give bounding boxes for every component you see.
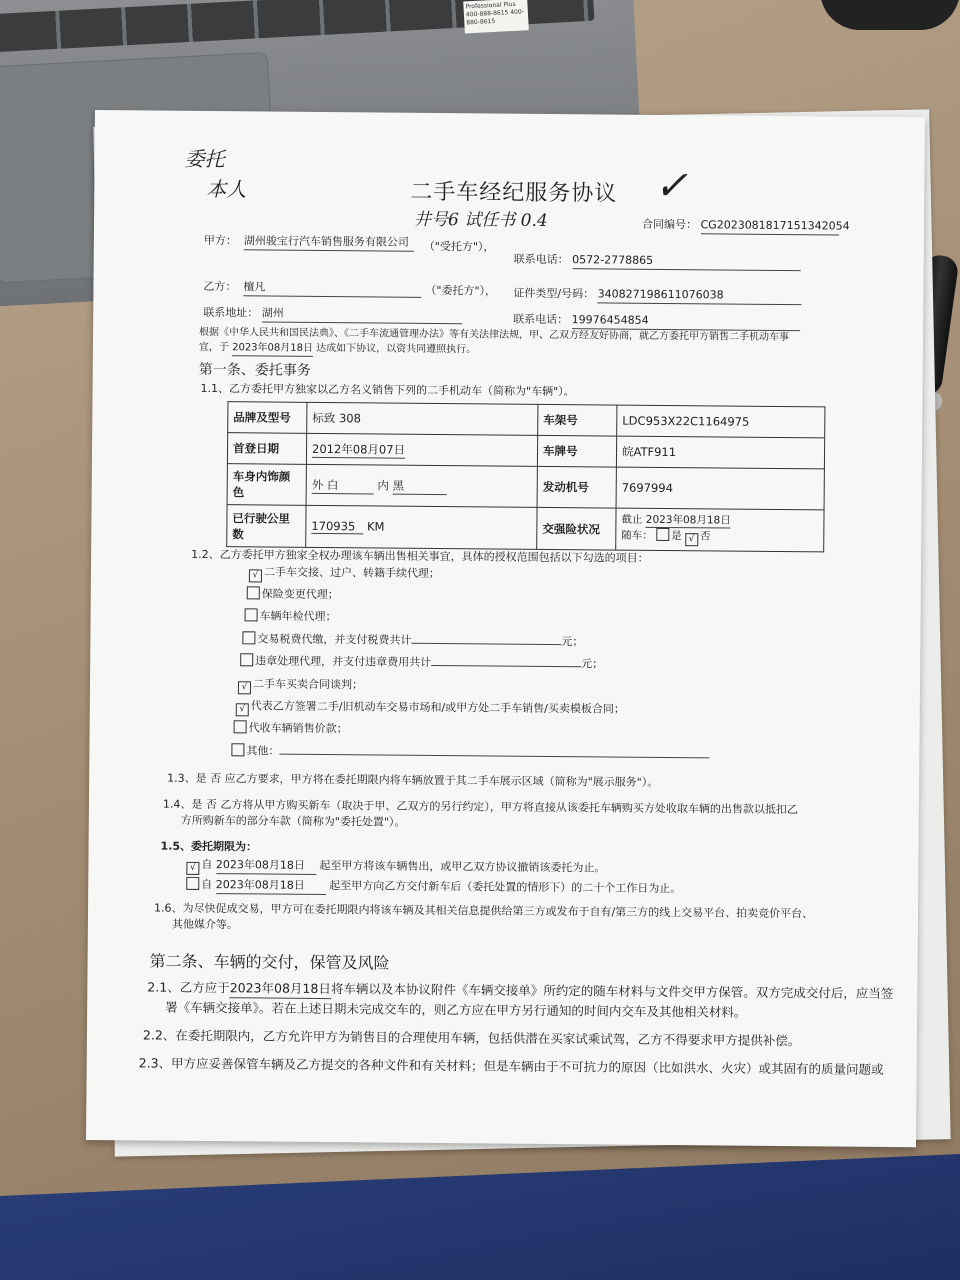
term-1-date: 2023年08月18日 [216, 857, 316, 875]
clause-2-3: 2.3、甲方应妥善保管车辆及乙方提交的各种文件和有关材料；但是车辆由于不可抗力的原因（比如洪水、火灾）或其固有的质量问题或 [138, 1055, 884, 1077]
party-b-role: （"委托方"）， [425, 283, 497, 298]
laptop-sticker: Professional Plus 400-888-8615 400-880-8615 [463, 0, 529, 33]
with-car-no: 否 [699, 530, 711, 543]
mileage-label: 已行驶公里数 [227, 505, 306, 548]
address-label: 联系地址： [203, 305, 259, 320]
exterior-color: 外 白 [312, 476, 374, 494]
mileage-unit: KM [366, 519, 385, 534]
handwriting-checkmark: ✓ [654, 162, 689, 210]
option-2-checkbox[interactable] [245, 608, 258, 621]
option-3-checkbox[interactable] [242, 631, 255, 644]
option-4-checkbox[interactable] [240, 653, 253, 666]
with-car-yes-checkbox[interactable] [656, 528, 669, 541]
party-b-id-label: 证件类型/号码： [513, 286, 595, 301]
reg-date-value: 2012年08月07日 [311, 441, 406, 457]
brand-label: 品牌及型号 [228, 402, 307, 434]
option-1-label: 保险变更代理； [261, 587, 339, 602]
party-a-role: （"受托方"）， [423, 239, 495, 254]
option-6-label: 代表乙方签署二手/旧机动车交易市场和/或甲方处二手车销售/买卖模板合同； [250, 699, 625, 716]
with-car-no-checkbox[interactable]: √ [685, 533, 698, 546]
option-7 [234, 719, 348, 736]
article-2-title: 第二条、车辆的交付，保管及风险 [149, 951, 390, 973]
party-b-label: 乙方： [203, 279, 237, 294]
party-b-id: 340827198611076038 [598, 286, 802, 305]
color-label: 车身内饰颜色 [227, 464, 306, 506]
option-4-suffix: 元； [581, 657, 604, 671]
clause-1-5: 1.5、委托期限为： [160, 839, 258, 854]
with-car-label: 随车： [621, 529, 653, 542]
mileage-value: 170935 [311, 519, 363, 534]
option-8-checkbox[interactable] [231, 743, 244, 756]
option-5-checkbox[interactable]: √ [238, 681, 251, 694]
option-3-label: 交易税费代缴，并支付税费共计 [257, 632, 412, 647]
party-a-phone-label: 联系电话： [513, 252, 569, 267]
option-2-label: 车辆年检代理； [259, 609, 337, 624]
option-6-checkbox[interactable]: √ [236, 703, 249, 716]
contract-no: CG2023081817151342054 [700, 217, 838, 235]
clause-1-4-line-1: 1.4、是 否 乙方将从甲方购买新车（取决于甲、乙双方的另行约定），甲方将直接从该委托车辆购买方处收取车辆的出售款以抵扣乙 [162, 797, 798, 817]
option-5-label: 二手车买卖合同谈判； [252, 677, 364, 692]
with-car-yes: 是 [671, 530, 682, 543]
option-7-checkbox[interactable] [234, 720, 247, 733]
clause-1-2: 1.2、乙方委托甲方独家全权办理该车辆出售相关事宜，具体的授权范围包括以下勾选的项目： [191, 547, 649, 565]
party-a-name: 湖州骏宝行汽车销售服务有限公司 [244, 233, 414, 251]
preamble-date: 2023年08月18日 [232, 340, 313, 357]
reg-date-label: 首登日期 [227, 433, 306, 465]
preamble-suffix: 达成如下协议，以资共同遵照执行。 [316, 342, 477, 356]
vehicle-info-table [226, 401, 825, 552]
clause-1-1: 1.1、乙方委托甲方独家以乙方名义销售下列的二手机动车（简称为"车辆"）。 [200, 381, 575, 399]
party-a-phone: 0572-2778865 [572, 252, 800, 271]
option-3-suffix: 元； [561, 635, 584, 649]
plate-label: 车牌号 [537, 435, 616, 467]
term-1-text: 起至甲方将该车辆售出，或甲乙双方协议撤销该委托为止。 [319, 858, 606, 875]
brand-value: 标致 308 [307, 402, 538, 435]
clause-2-1-prefix: 2.1、乙方应于 [147, 979, 230, 996]
term-2-text: 起至甲方向乙方交付新车后（委托处置的情形下）的二十个工作日为止。 [329, 879, 682, 896]
vin-label: 车架号 [538, 404, 617, 436]
handwriting-top-left-1: 委托 [184, 146, 225, 172]
option-4 [240, 651, 603, 671]
option-2 [245, 607, 337, 624]
interior-color: 黑 [392, 477, 446, 494]
term-1-checkbox[interactable]: √ [186, 862, 199, 875]
insurance-date: 2023年08月18日 [645, 513, 731, 527]
option-6 [236, 697, 625, 719]
engine-label: 发动机号 [537, 466, 616, 508]
handwriting-top-left-2: 本人 [206, 176, 247, 202]
contract-no-label: 合同编号： [641, 217, 698, 232]
term-1-prefix: 自 [201, 857, 213, 872]
option-0 [249, 563, 440, 584]
insurance-label: 交强险状况 [537, 507, 616, 550]
clause-1-6-line-1: 1.6、为尽快促成交易，甲方可在委托期限内将该车辆及其相关信息提供给第三方或发布于自有/第三方的线上交易平台、拍卖竞价平台、 [153, 901, 814, 921]
option-0-label: 二手车交接、过户、转籍手续代理； [263, 565, 441, 581]
contract-page [86, 110, 925, 1147]
engine-value: 7697994 [616, 467, 824, 510]
term-2-date: 2023年08月18日 [216, 877, 326, 895]
option-8-label: 其他： [246, 744, 280, 758]
option-0-checkbox[interactable]: √ [249, 569, 262, 582]
clause-1-3: 1.3、是 否 应乙方要求，甲方将在委托期限内将车辆放置于其二手车展示区域（简称为"展示服务"）。 [167, 771, 659, 789]
clause-2-2: 2.2、在委托期限内，乙方允许甲方为销售目的合理使用车辆，包括供潜在买家试乘试驾，乙方不得要求甲方提供补偿。 [142, 1027, 801, 1049]
option-8 [231, 741, 709, 762]
option-1 [247, 585, 339, 602]
clause-2-1-text: 将车辆以及本协议附件《车辆交接单》所约定的随车材料与文件交甲方保管。双方完成交付后，应当签 [330, 981, 894, 1002]
option-5 [238, 675, 363, 695]
vin-value: LDC953X22C1164975 [617, 405, 825, 438]
party-a-label: 甲方： [203, 233, 237, 248]
party-b-phone-label: 联系电话： [513, 312, 569, 327]
term-2-checkbox[interactable] [186, 877, 199, 890]
term-2-prefix: 自 [201, 877, 213, 892]
insurance-until: 截止 [621, 513, 643, 526]
document-title: 二手车经纪服务协议 [410, 179, 618, 207]
address: 湖州 [262, 305, 462, 324]
plate-value: 皖ATF911 [616, 436, 824, 469]
clause-2-1-date: 2023年08月18日 [230, 979, 331, 999]
handwriting-under-title: 井号6 试任书 0.4 [413, 209, 548, 231]
interior-label: 内 [377, 477, 389, 493]
preamble-prefix: 宜，于 [198, 341, 229, 354]
option-7-label: 代收车辆销售价款； [248, 721, 348, 736]
party-b-phone: 19976454854 [572, 312, 800, 331]
clause-2-1-line-2: 署《车辆交接单》。若在上述日期未完成交车的，则乙方应在甲方另行通知的时间内交车及其他相关材料。 [165, 999, 747, 1020]
clause-1-4-line-2: 方所购新车的部分车款（简称为"委托处置"）。 [180, 813, 406, 829]
article-1-title: 第一条、委托事务 [198, 361, 311, 379]
clause-1-6-line-2: 其他媒介等。 [171, 917, 238, 932]
option-1-checkbox[interactable] [247, 586, 260, 599]
party-b-name: 檀凡 [243, 279, 421, 298]
preamble-line-1: 根据《中华人民共和国民法典》、《二手车流通管理办法》等有关法律法规，甲、乙双方经友好协商，就乙方委托甲方销售二手机动车事 [199, 326, 790, 344]
option-4-label: 违章处理代理，并支付违章费用共计 [255, 654, 432, 669]
option-3 [242, 629, 583, 649]
